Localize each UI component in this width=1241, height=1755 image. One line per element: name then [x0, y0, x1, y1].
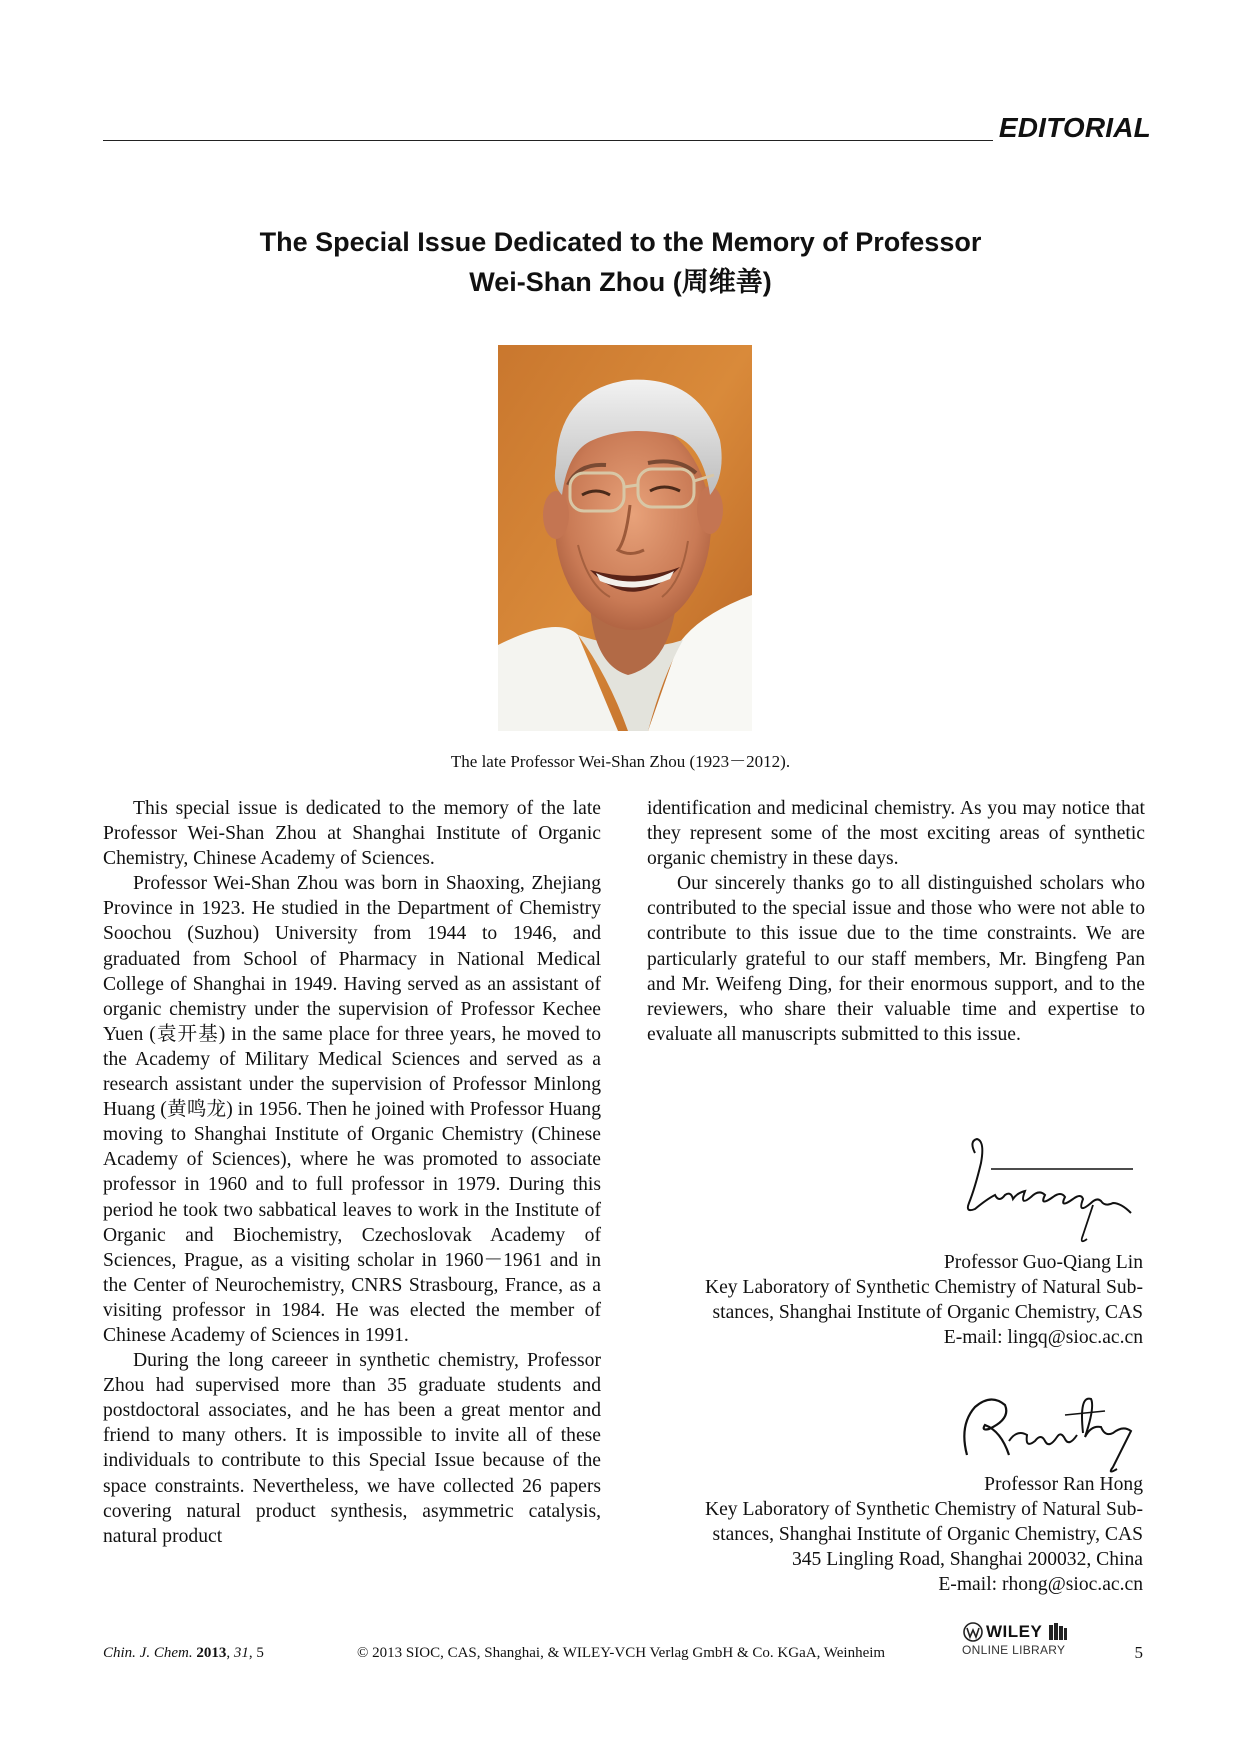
body-paragraph: Our sincerely thanks go to all distinguished scholars who contributed to the special issue and those who were not able to contribute to this issue due to the time constraints. We are particularly grateful to our staff members, Mr. Bingfeng Pan and Mr. Weifeng Ding, for their enormous support, and to the reviewers, who share their valuable time and expertise to evaluate all manuscripts submitted to this issue.	[647, 873, 1145, 1045]
signature-lin-image	[955, 1133, 1145, 1248]
footer-year: 2013	[196, 1645, 227, 1661]
portrait-photo	[498, 345, 752, 731]
signatory-affiliation: Key Laboratory of Synthetic Chemistry of Natural Sub-	[704, 1499, 1143, 1521]
body-paragraph: This special issue is dedicated to the memory of the late Professor Wei-Shan Zhou at Shanghai Institute of Organic Chemistry, Chinese Academy of Sciences.	[103, 798, 601, 870]
signatory-name: Professor Ran Hong	[984, 1474, 1143, 1495]
article-title	[100, 222, 1141, 302]
section-label: EDITORIAL	[998, 112, 1151, 143]
signatory-affiliation: Key Laboratory of Synthetic Chemistry of Natural Sub-	[704, 1277, 1143, 1299]
page-number: 5	[1134, 1643, 1143, 1662]
footer-citation: Chin. J. Chem. 2013, 31, 5	[103, 1645, 264, 1661]
footer-page-ref: , 5	[248, 1645, 264, 1661]
signatory-name: Professor Guo-Qiang Lin	[943, 1252, 1143, 1273]
signatory-address: 345 Lingling Road, Shanghai 200032, China	[791, 1549, 1143, 1571]
logo-wordmark: WILEY	[986, 1622, 1043, 1641]
body-column-right	[647, 796, 1145, 1047]
body-paragraph: During the long careeer in synthetic chemistry, Professor Zhou had supervised more than 35 graduate students and postdoctoral associates, and he has been a great mentor and friend to many others. It is impossible to invite all of these individuals to contribute to this Special Issue because of the space constraints. Nevertheless, we have collected 26 papers covering natural product synthesis, asymmetric catalysis, natural product	[103, 1350, 601, 1547]
wiley-mark-icon	[962, 1622, 984, 1642]
title-line-2: Wei-Shan Zhou (周维善)	[469, 267, 772, 297]
signatory-affiliation: stances, Shanghai Institute of Organic Chemistry, CAS	[712, 1524, 1143, 1546]
footer-copyright: © 2013 SIOC, CAS, Shanghai, & WILEY-VCH Verlag GmbH & Co. KGaA, Weinheim	[357, 1645, 886, 1661]
wiley-online-library-logo	[962, 1622, 1066, 1662]
footer-journal-name: Chin. J. Chem.	[103, 1645, 193, 1661]
library-books-icon	[1048, 1622, 1068, 1642]
header-rule	[103, 140, 993, 141]
signatory-email: E-mail: rhong@sioc.ac.cn	[938, 1574, 1143, 1596]
signatory-affiliation: stances, Shanghai Institute of Organic Chemistry, CAS	[712, 1302, 1143, 1324]
footer-volume: 31	[233, 1645, 249, 1661]
signatory-email: E-mail: lingq@sioc.ac.cn	[943, 1327, 1143, 1349]
photo-caption: The late Professor Wei-Shan Zhou (1923－2012).	[450, 752, 791, 771]
signature-hong-image	[945, 1385, 1145, 1475]
portrait-illustration	[498, 345, 752, 731]
logo-subtitle: ONLINE LIBRARY	[962, 1643, 1066, 1657]
body-paragraph: Professor Wei-Shan Zhou was born in Shaoxing, Zhejiang Province in 1923. He studied in the Department of Chemistry Soochou (Suzhou) University from 1944 to 1946, and graduated from School of Pharmacy in National Medical College of Shanghai in 1949. Having served as an assistant of organic chemistry under the supervision of Professor Kechee Yuen (袁开基) in the same place for three years, he moved to the Academy of Military Medical Sciences and served as a research assistant under the supervision of Professor Minlong Huang (黄鸣龙) in 1956. Then he joined with Professor Huang moving to Shanghai Institute of Organic Chemistry (Chinese Academy of Sciences), where he was promoted to associate professor in 1960 and to full professor in 1979. During this period he took two sabbatical leaves to work in the Institute of Organic and Biochemistry, Czechoslovak Academy of Sciences, Prague, as a visiting scholar in 1960－1961 and in the Center of Neurochemistry, CNRS Strasbourg, France, as a visiting professor in 1984. He was elected the member of Chinese Academy of Sciences in 1991.	[103, 873, 601, 1346]
signatory-lin	[623, 1250, 1143, 1350]
body-paragraph-continued: identification and medicinal chemistry. As you may notice that they represent some of the most exciting areas of synthetic organic chemistry in these days.	[647, 798, 1145, 870]
title-line-1: The Special Issue Dedicated to the Memory of Professor	[259, 227, 982, 257]
body-column-left	[103, 796, 601, 1549]
signatory-hong	[623, 1472, 1143, 1597]
